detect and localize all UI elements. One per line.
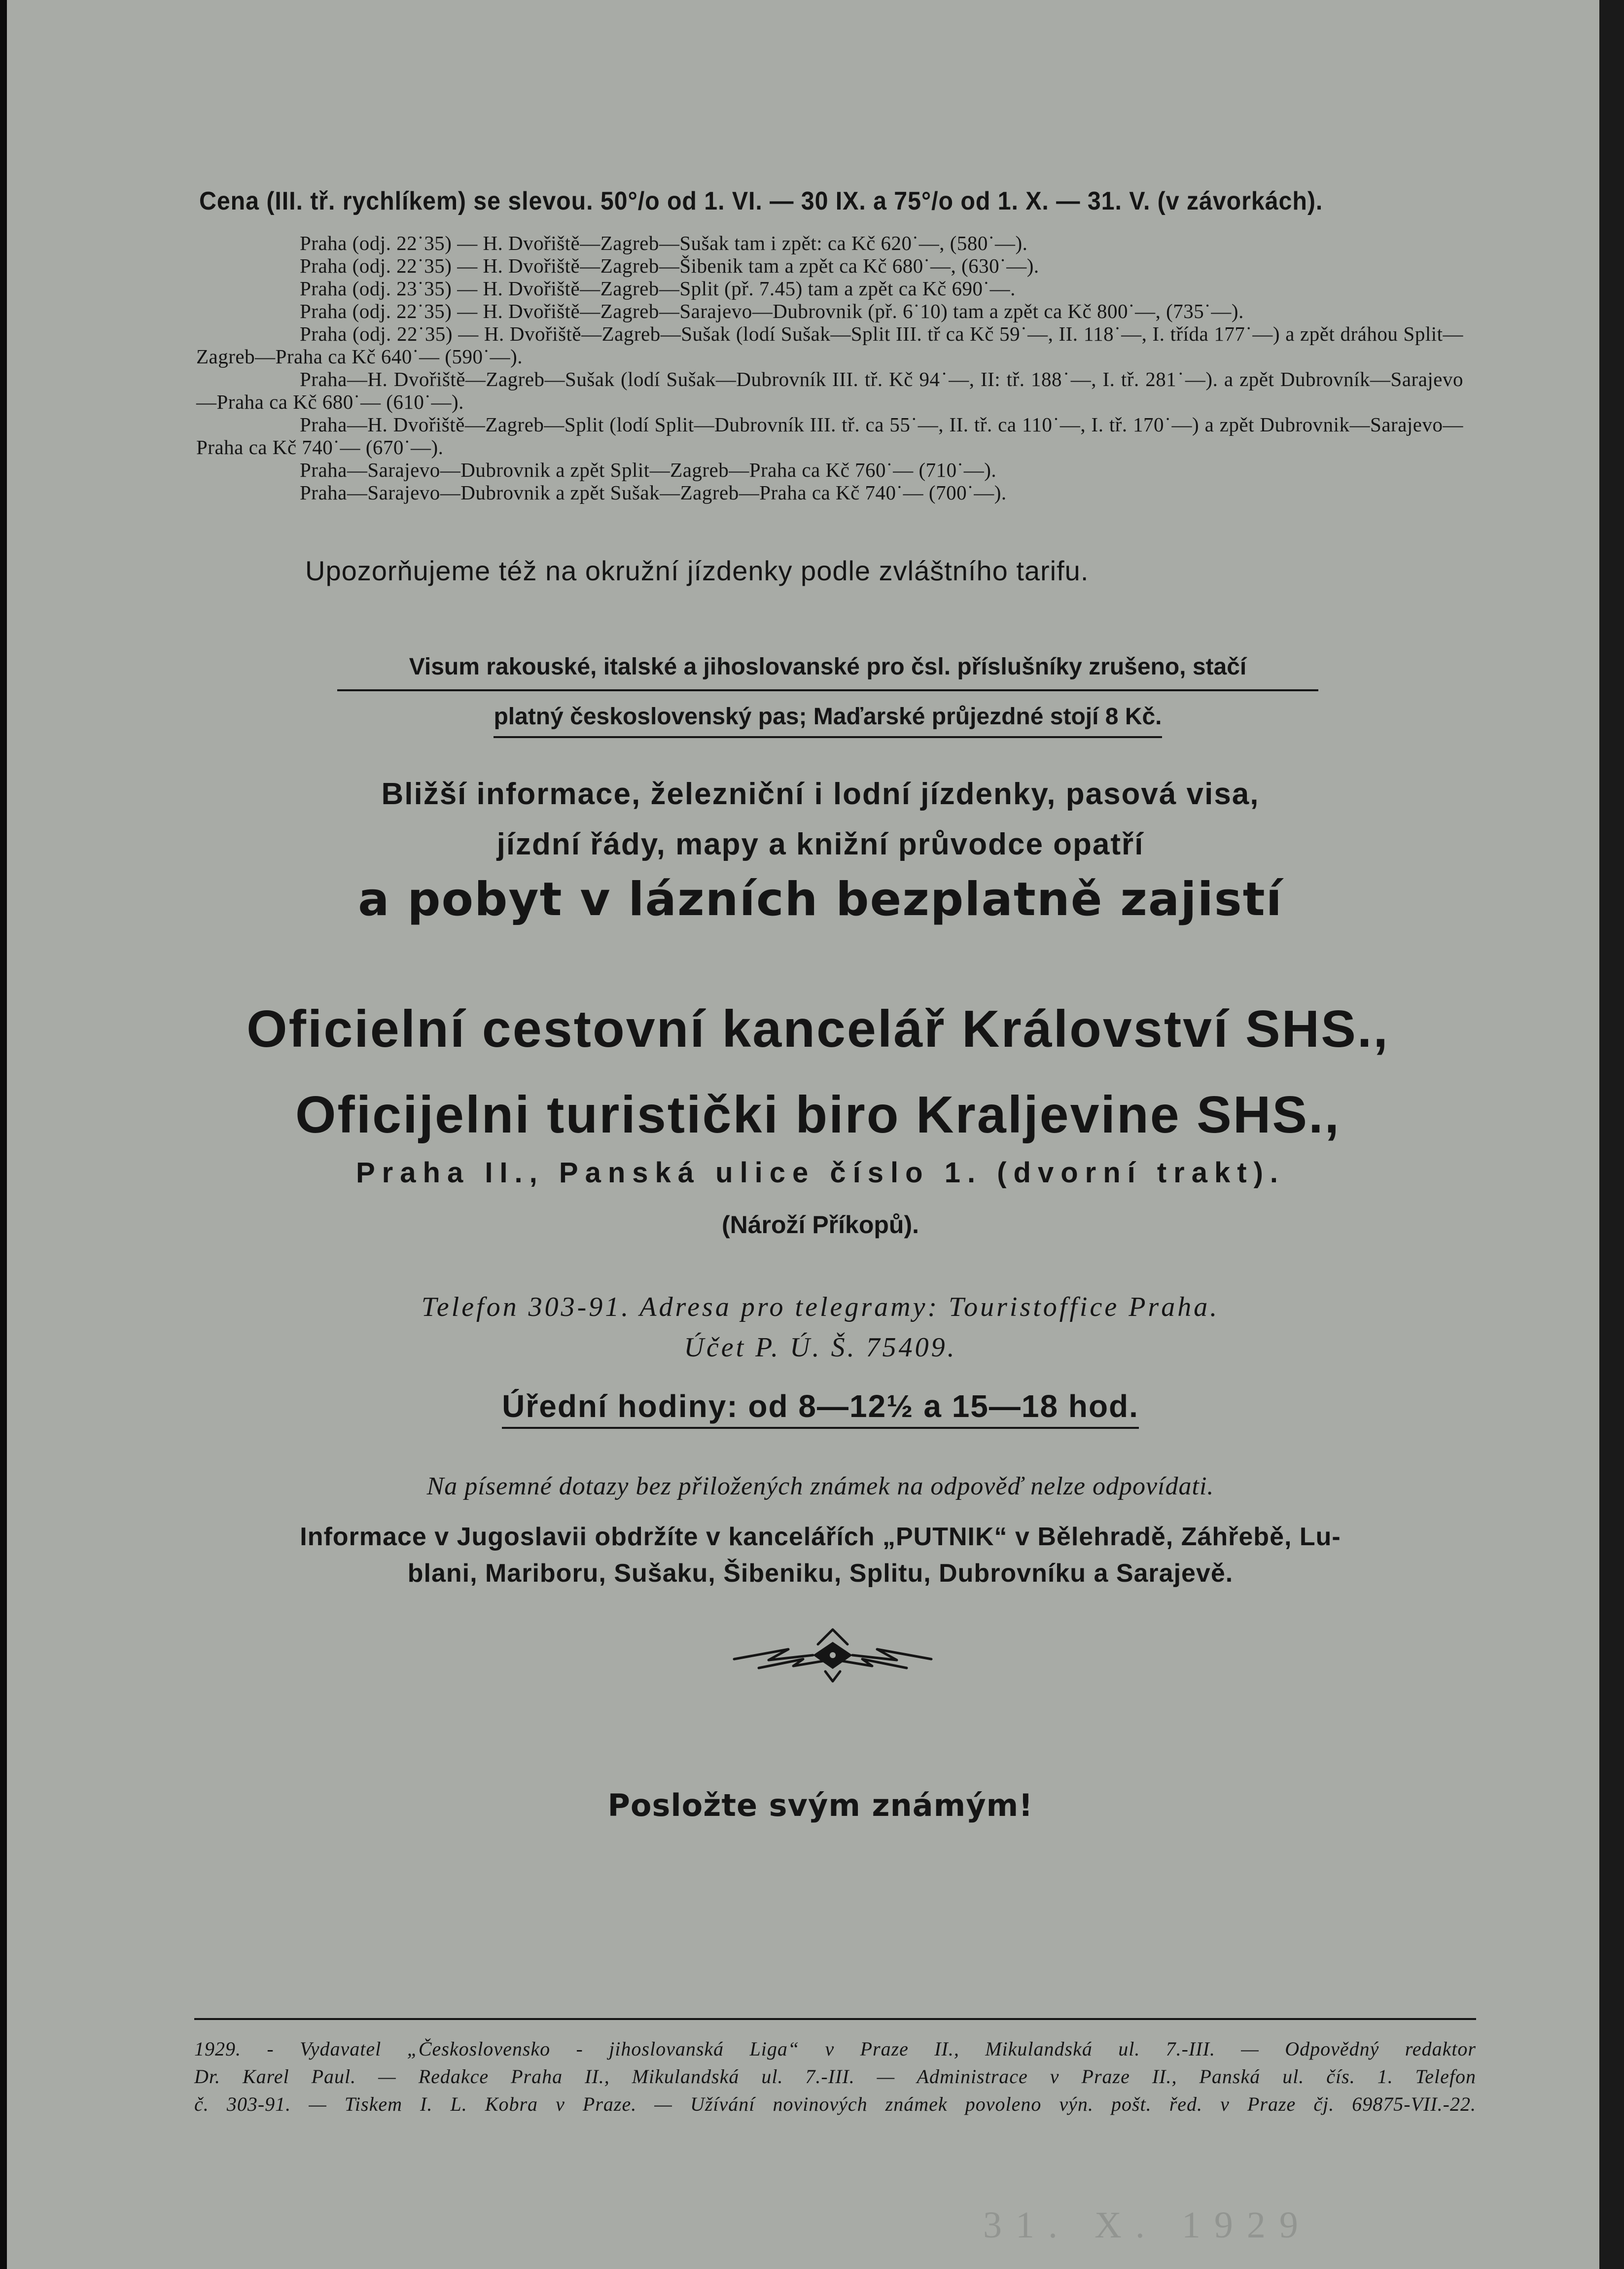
address-corner-note: (Nároží Příkopů). [721, 1211, 919, 1239]
route-line: Praha—H. Dvořiště—Zagreb—Sušak (lodí Sušak—Dubrovník III. tř. Kč 94˙—, II: tř. 188˙—, I. tř. 281˙—). a zpět Dubrovník—Sarajevo—Praha ca Kč 680˙— (610˙—). [196, 368, 1463, 413]
visa-line-2: platný československý pas; Maďarské průjezdné stojí 8 Kč. [494, 691, 1162, 738]
recommend-slogan: Posložte svým známým! [607, 1787, 1033, 1823]
route-list [196, 232, 1463, 504]
office-address: Praha II., Panská ulice číslo 1. (dvorní trakt). [356, 1157, 1285, 1189]
route-line: Praha—Sarajevo—Dubrovnik a zpět Sušak—Zagreb—Praha ca Kč 740˙— (700˙—). [300, 481, 1007, 504]
contact-block [204, 1287, 1437, 1368]
spa-stay-heading: a pobyt v lázních bezplatně zajistí [358, 873, 1283, 926]
imprint-line-3: č. 303-91. — Tiskem I. L. Kobra v Praze. — Užívání novinových známek povoleno výn. pošt. řed. v Praze čj. 69875-VII.-22. [194, 2093, 1476, 2115]
route-line: Praha (odj. 22˙35) — H. Dvořiště—Zagreb—Sušak tam i zpět: ca Kč 620˙—, (580˙—). [300, 232, 1028, 254]
putnik-info [204, 1519, 1437, 1592]
route-line: Praha (odj. 22˙35) — H. Dvořiště—Zagreb—Sarajevo—Dubrovnik (př. 6˙10) tam a zpět ca Kč 800˙—, (735˙—). [300, 300, 1244, 322]
putnik-line-1: Informace v Jugoslavii obdržíte v kancelářích „PUTNIK“ v Bělehradě, Záhřebě, Lu- [300, 1523, 1341, 1551]
office-hours [204, 1388, 1437, 1424]
info-block [204, 769, 1437, 870]
visa-notice [337, 653, 1318, 738]
route-line: Praha (odj. 22˙35) — H. Dvořiště—Zagreb—Šibenik tam a zpět ca Kč 680˙—, (630˙—). [300, 254, 1039, 277]
account-line: Účet P. Ú. Š. 75409. [684, 1332, 957, 1363]
telephone-telegram-line: Telefon 303-91. Adresa pro telegramy: Touristoffice Praha. [421, 1292, 1220, 1322]
price-heading: Cena (III. tř. rychlíkem) se slevou. 50°/o od 1. VI. — 30 IX. a 75°/o od 1. X. — 31. V. (v závorkách). [199, 187, 1323, 215]
received-date-stamp: 31. X. 1929 [983, 2204, 1312, 2246]
info-line-1: Bližší informace, železniční i lodní jízdenky, pasová visa, [381, 777, 1260, 811]
visa-line-1: Visum rakouské, italské a jihoslovanské pro čsl. příslušníky zrušeno, stačí [337, 653, 1318, 691]
route-line: Praha—H. Dvořiště—Zagreb—Split (lodí Split—Dubrovník III. tř. ca 55˙—, II. tř. ca 110˙—, I. tř. 170˙—) a zpět Dubrovnik—Sarajevo—Praha ca Kč 740˙— (670˙—). [196, 413, 1463, 459]
ornament-icon [729, 1625, 936, 1684]
binding-edge [1599, 0, 1624, 2269]
route-line: Praha (odj. 23˙35) — H. Dvořiště—Zagreb—Split (př. 7.45) tam a zpět ca Kč 690˙—. [300, 277, 1016, 300]
info-line-2: jízdní řády, mapy a knižní průvodce opatří [496, 827, 1144, 861]
office-name-block [155, 986, 1481, 1158]
imprint-line-1: 1929. - Vydavatel „Československo - jihoslovanská Liga“ v Praze II., Mikulandská ul. 7.-III. — Odpovědný redaktor [194, 2038, 1476, 2060]
route-line: Praha (odj. 22˙35) — H. Dvořiště—Zagreb—Sušak (lodí Sušak—Split III. tř ca Kč 59˙—, II. 118˙—, I. třída 177˙—) a zpět dráhou Split—Zagreb—Praha ca Kč 640˙— (590˙—). [196, 322, 1463, 368]
circular-ticket-notice: Upozorňujeme též na okružní jízdenky podle zvláštního tarifu. [305, 555, 1089, 586]
office-name-serbocroatian: Oficijelni turistički biro Kraljevine SHS., [295, 1086, 1341, 1144]
no-reply-note: Na písemné dotazy bez přiložených známek na odpověď nelze odpovídati. [426, 1472, 1214, 1500]
route-line: Praha—Sarajevo—Dubrovnik a zpět Split—Zagreb—Praha ca Kč 760˙— (710˙—). [300, 459, 997, 481]
imprint-line-2: Dr. Karel Paul. — Redakce Praha II., Mikulandská ul. 7.-III. — Administrace v Praze II., Panská ul. čís. 1. Telefon [194, 2065, 1476, 2088]
publisher-imprint [194, 2035, 1476, 2118]
document-page [7, 0, 1599, 2269]
office-name-czech: Oficielní cestovní kancelář Království SHS., [247, 1000, 1389, 1058]
footer-divider [194, 2018, 1476, 2020]
office-hours-text: Úřední hodiny: od 8—12½ a 15—18 hod. [502, 1388, 1139, 1429]
putnik-line-2: blani, Mariboru, Sušaku, Šibeniku, Splitu, Dubrovníku a Sarajevě. [407, 1559, 1234, 1588]
